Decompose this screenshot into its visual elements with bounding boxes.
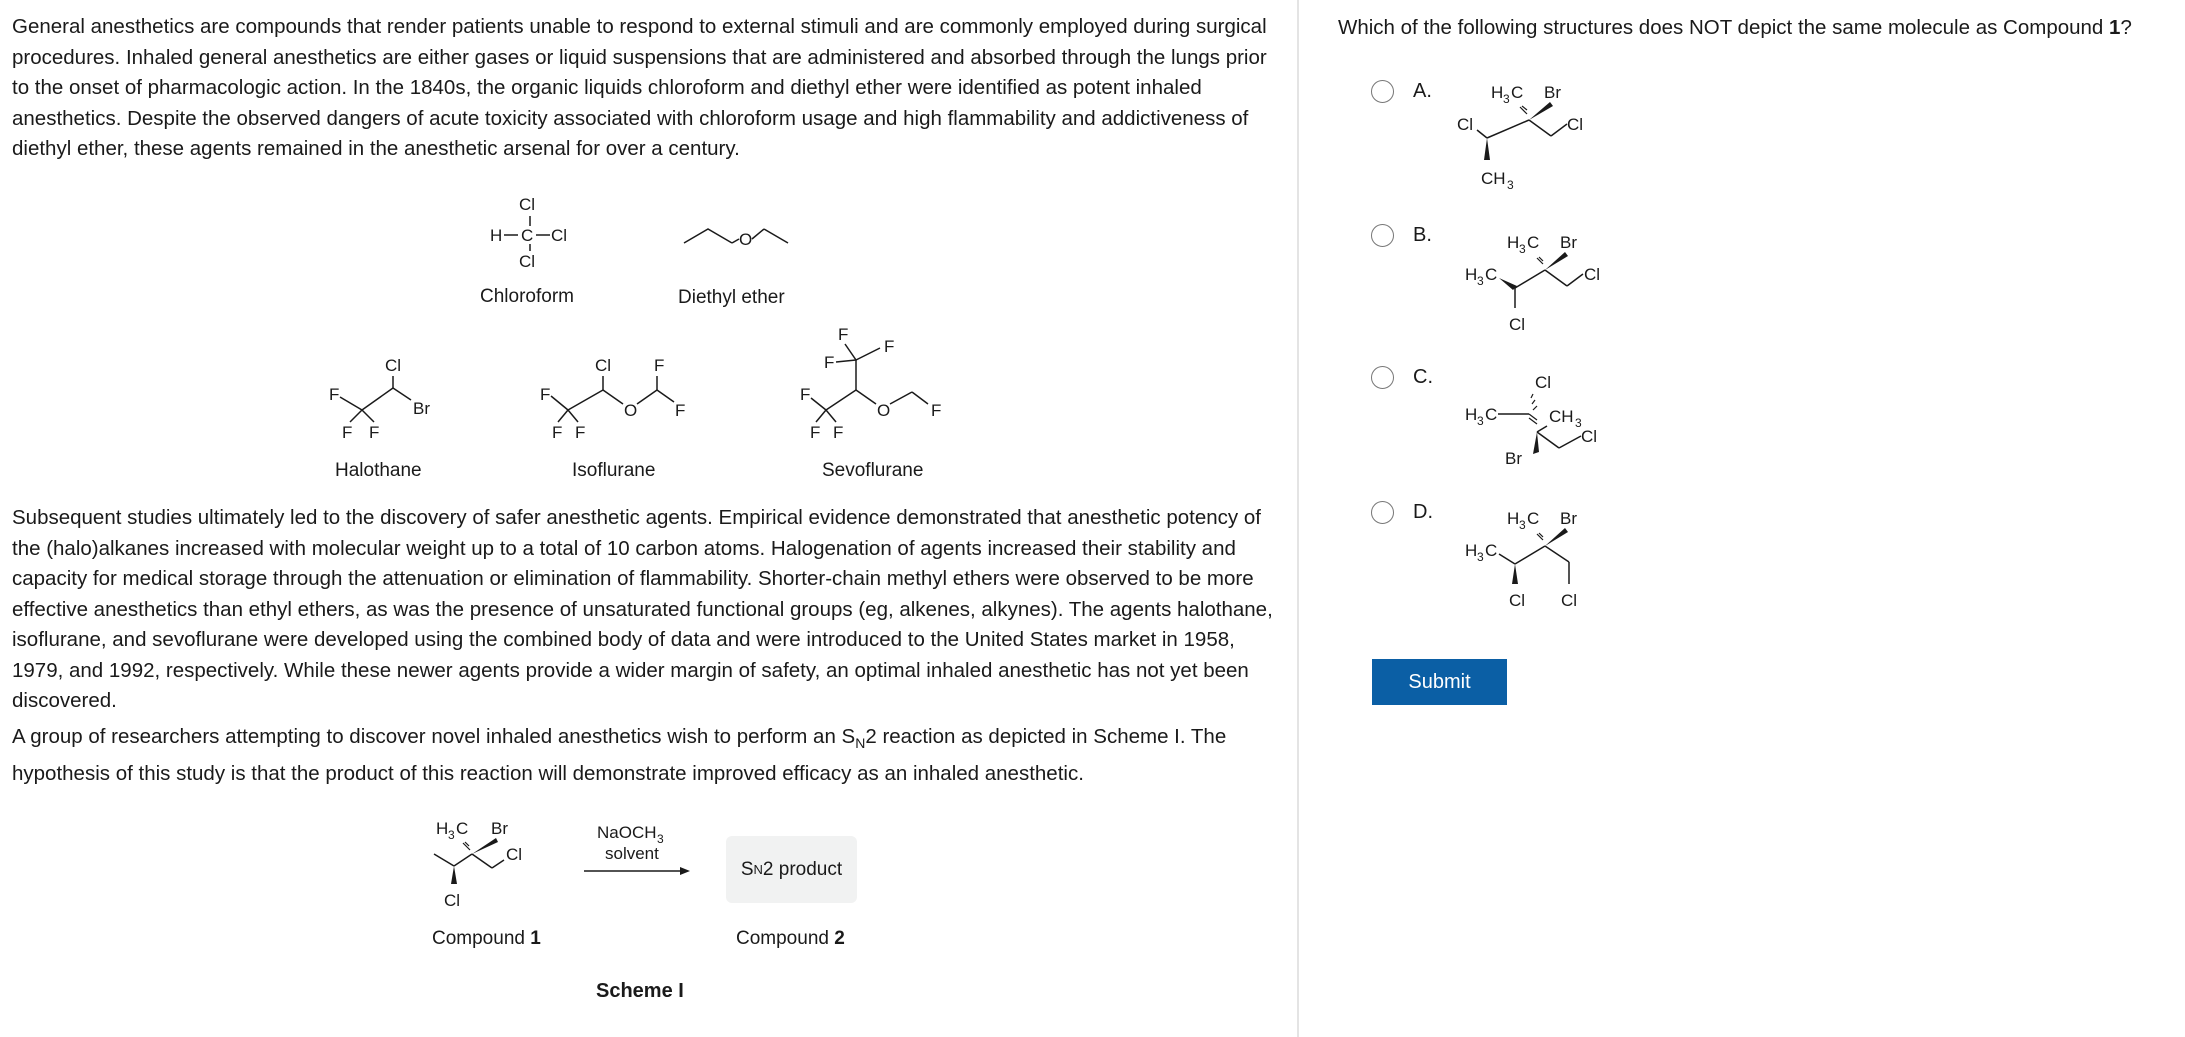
svg-text:Cl: Cl <box>1509 315 1526 334</box>
passage-paragraph-2: Subsequent studies ultimately led to the discovery of safer anesthetic agents. Empirical evidence demonstrated that anesthetic potency of the (halo)alkanes increased with molecular weight up to a total of 10 carbon atoms. Halogenation of agents increased their stability and capacity for medical storage through the attenuation or elimination of flammability. Shorter-chain methyl ethers were observed to be more effective anesthetics than ethyl ethers, as was the presence of unsaturated functional groups (eg, alkenes, alkynes). The agents halothane, isoflurane, and sevoflurane were developed using the combined body of data and were introduced to the United States market in 1958, 1979, and 1992, respectively. While these newer agents provide a wider margin of safety, an optimal inhaled anesthetic has not yet been discovered. <box>12 506 1273 712</box>
option-a-letter: A. <box>1413 80 1432 102</box>
svg-text:H: H <box>1465 265 1478 284</box>
option-b[interactable] <box>1371 224 1432 247</box>
svg-text:F: F <box>575 423 586 442</box>
p3-subscript: N <box>855 735 866 752</box>
svg-text:Cl: Cl <box>1457 115 1474 134</box>
sevoflurane-label: Sevoflurane <box>822 460 924 481</box>
p3-text-b: 2 reaction as depicted in Scheme I. The hypothesis of this study is that the product of this reaction will demonstrate improved efficacy as an inhaled anesthetic. <box>12 725 1227 785</box>
svg-text:F: F <box>824 353 835 372</box>
svg-text:CH: CH <box>1481 169 1506 188</box>
svg-text:F: F <box>931 401 942 420</box>
svg-text:Cl: Cl <box>595 356 612 375</box>
svg-text:CH: CH <box>1549 407 1574 426</box>
svg-text:O: O <box>877 401 891 420</box>
svg-text:solvent: solvent <box>605 844 659 863</box>
svg-text:C: C <box>1527 233 1540 252</box>
option-a-radio[interactable] <box>1371 80 1394 103</box>
svg-text:3: 3 <box>1575 416 1582 430</box>
svg-text:Cl: Cl <box>385 356 402 375</box>
svg-text:H: H <box>490 226 503 245</box>
svg-text:H: H <box>1465 405 1478 424</box>
svg-text:3: 3 <box>1507 178 1514 192</box>
svg-text:3: 3 <box>1477 274 1484 288</box>
svg-text:F: F <box>329 385 340 404</box>
option-d-letter: D. <box>1413 501 1433 523</box>
svg-text:H: H <box>1507 509 1520 528</box>
svg-text:3: 3 <box>1519 242 1526 256</box>
svg-text:Cl: Cl <box>506 845 523 864</box>
svg-text:F: F <box>342 423 353 442</box>
chloroform-label: Chloroform <box>480 286 574 307</box>
svg-text:O: O <box>624 401 638 420</box>
halothane-label: Halothane <box>335 460 422 481</box>
option-c-letter: C. <box>1413 366 1433 388</box>
svg-text:3: 3 <box>1503 92 1510 106</box>
svg-text:Br: Br <box>413 399 430 418</box>
svg-text:F: F <box>552 423 563 442</box>
svg-text:Cl: Cl <box>551 226 568 245</box>
svg-text:F: F <box>675 401 686 420</box>
svg-text:F: F <box>540 385 551 404</box>
diethyl-ether-label: Diethyl ether <box>678 287 785 308</box>
svg-text:3: 3 <box>1519 518 1526 532</box>
passage-paragraph-3 <box>12 722 1282 789</box>
passage-paragraph-1: General anesthetics are compounds that render patients unable to respond to external stimuli and are commonly employed during surgical procedures. Inhaled general anesthetics are either gases or liquid suspensions that are administered and absorbed through the lungs prior to the onset of pharmacologic action. In the 1840s, the organic liquids chloroform and diethyl ether were identified as potent inhaled anesthetics. Despite the observed dangers of acute toxicity associated with chloroform usage and high flammability and addictiveness of diethyl ether, these agents remained in the anesthetic arsenal for over a century. <box>12 15 1267 160</box>
svg-text:H: H <box>436 819 449 838</box>
svg-text:Cl: Cl <box>519 195 536 214</box>
svg-text:NaOCH: NaOCH <box>597 823 657 842</box>
compound-1-label: Compound 1 <box>432 928 541 949</box>
p3-text-a: A group of researchers attempting to discover novel inhaled anesthetics wish to perform an S <box>12 725 856 748</box>
question-text: Which of the following structures does NOT depict the same molecule as Compound 1? <box>1338 16 2132 39</box>
svg-text:3: 3 <box>657 832 664 846</box>
svg-text:F: F <box>884 337 895 356</box>
svg-text:C: C <box>521 226 534 245</box>
svg-text:Cl: Cl <box>519 252 536 271</box>
svg-text:Br: Br <box>1544 83 1561 102</box>
question-pane <box>1299 0 2185 1037</box>
svg-text:Cl: Cl <box>1561 591 1578 610</box>
isoflurane-label: Isoflurane <box>572 460 656 481</box>
option-d[interactable] <box>1371 501 1433 524</box>
svg-text:H: H <box>1507 233 1520 252</box>
svg-text:F: F <box>810 423 821 442</box>
svg-text:C: C <box>1485 405 1498 424</box>
svg-text:Cl: Cl <box>1509 591 1526 610</box>
option-b-letter: B. <box>1413 224 1432 246</box>
svg-text:Cl: Cl <box>444 891 461 910</box>
option-a[interactable] <box>1371 80 1432 103</box>
svg-text:Br: Br <box>1505 449 1522 468</box>
svg-text:3: 3 <box>1477 550 1484 564</box>
scheme-title: Scheme I <box>596 980 684 1002</box>
svg-text:H: H <box>1491 83 1504 102</box>
svg-text:Br: Br <box>1560 233 1577 252</box>
svg-text:C: C <box>1527 509 1540 528</box>
svg-text:C: C <box>456 819 469 838</box>
option-c-radio[interactable] <box>1371 366 1394 389</box>
svg-text:3: 3 <box>1477 414 1484 428</box>
svg-text:F: F <box>833 423 844 442</box>
svg-text:Cl: Cl <box>1535 373 1552 392</box>
option-c[interactable] <box>1371 366 1433 389</box>
option-b-radio[interactable] <box>1371 224 1394 247</box>
svg-text:O: O <box>739 230 753 249</box>
svg-text:Cl: Cl <box>1567 115 1584 134</box>
svg-text:F: F <box>654 356 665 375</box>
svg-text:Cl: Cl <box>1584 265 1601 284</box>
svg-text:H: H <box>1465 541 1478 560</box>
compound-2-label: Compound 2 <box>736 928 845 949</box>
svg-text:F: F <box>369 423 380 442</box>
svg-text:Cl: Cl <box>1581 427 1598 446</box>
submit-button[interactable]: Submit <box>1372 659 1507 705</box>
svg-text:3: 3 <box>448 828 455 842</box>
svg-text:F: F <box>838 325 849 344</box>
option-d-radio[interactable] <box>1371 501 1394 524</box>
svg-text:F: F <box>800 385 811 404</box>
svg-text:C: C <box>1485 265 1498 284</box>
svg-text:Br: Br <box>1560 509 1577 528</box>
svg-text:Br: Br <box>491 819 508 838</box>
svg-text:C: C <box>1485 541 1498 560</box>
svg-text:C: C <box>1511 83 1524 102</box>
sn2-product-box: S N 2 product <box>726 836 857 903</box>
